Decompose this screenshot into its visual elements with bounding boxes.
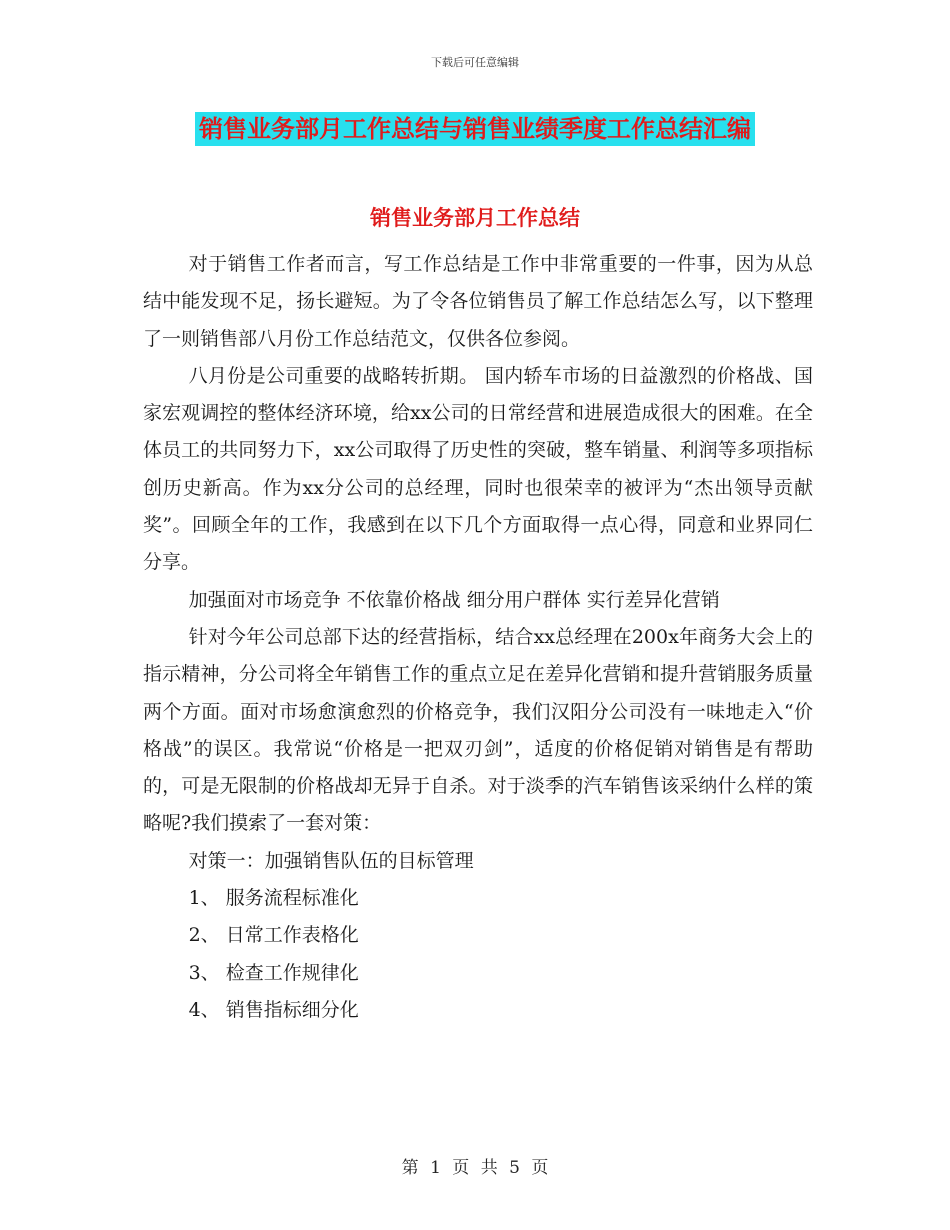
paragraph: 对策一：加强销售队伍的目标管理 [188,849,474,872]
paragraph: 针对今年公司总部下达的经营指标，结合xx总经理在200x年商务大会上的指示精神，分公司将全年销售工作的重点立足在差异化营销和提升营销服务质量两个方面。面对市场愈演愈烈的价格竞争，我们汉阳分公司没有一味地走入“价格战”的误区。我常说“价格是一把双刃剑”，适度的价格促销对销售是有帮助的，可是无限制的价格战却无异于自杀。对于淡季的汽车销售该采纳什么样的策略呢?我们摸索了一套对策： [143,625,813,835]
paragraph: 八月份是公司重要的战略转折期。 国内轿车市场的日益激烈的价格战、国家宏观调控的整体经济环境，给xx公司的日常经营和进展造成很大的困难。在全体员工的共同努力下，xx公司取得了历史性的突破，整车销量、利润等多项指标创历史新高。作为xx分公司的总经理，同时也很荣幸的被评为“杰出领导贡献奖”。回顾全年的工作，我感到在以下几个方面取得一点心得，同意和业界同仁分享。 [143,364,813,574]
main-title-wrap [0,112,950,146]
page-footer: 第 1 页 共 5 页 [401,1158,549,1178]
paragraph: 加强面对市场竞争 不依靠价格战 细分用户群体 实行差异化营销 [188,588,720,611]
list-item: 4、 销售指标细分化 [188,998,359,1021]
header-note: 下载后可任意编辑 [431,56,519,69]
list-item: 2、 日常工作表格化 [188,924,359,947]
document-body [143,246,813,1029]
section-title: 销售业务部月工作总结 [370,206,580,230]
paragraph: 对于销售工作者而言，写工作总结是工作中非常重要的一件事，因为从总结中能发现不足，扬长避短。为了令各位销售员了解工作总结怎么写，以下整理了一则销售部八月份工作总结范文，仅供各位参阅。 [143,253,813,350]
main-title: 销售业务部月工作总结与销售业绩季度工作总结汇编 [195,112,755,146]
list-item: 1、 服务流程标准化 [188,887,359,910]
list-item: 3、 检查工作规律化 [188,961,359,984]
